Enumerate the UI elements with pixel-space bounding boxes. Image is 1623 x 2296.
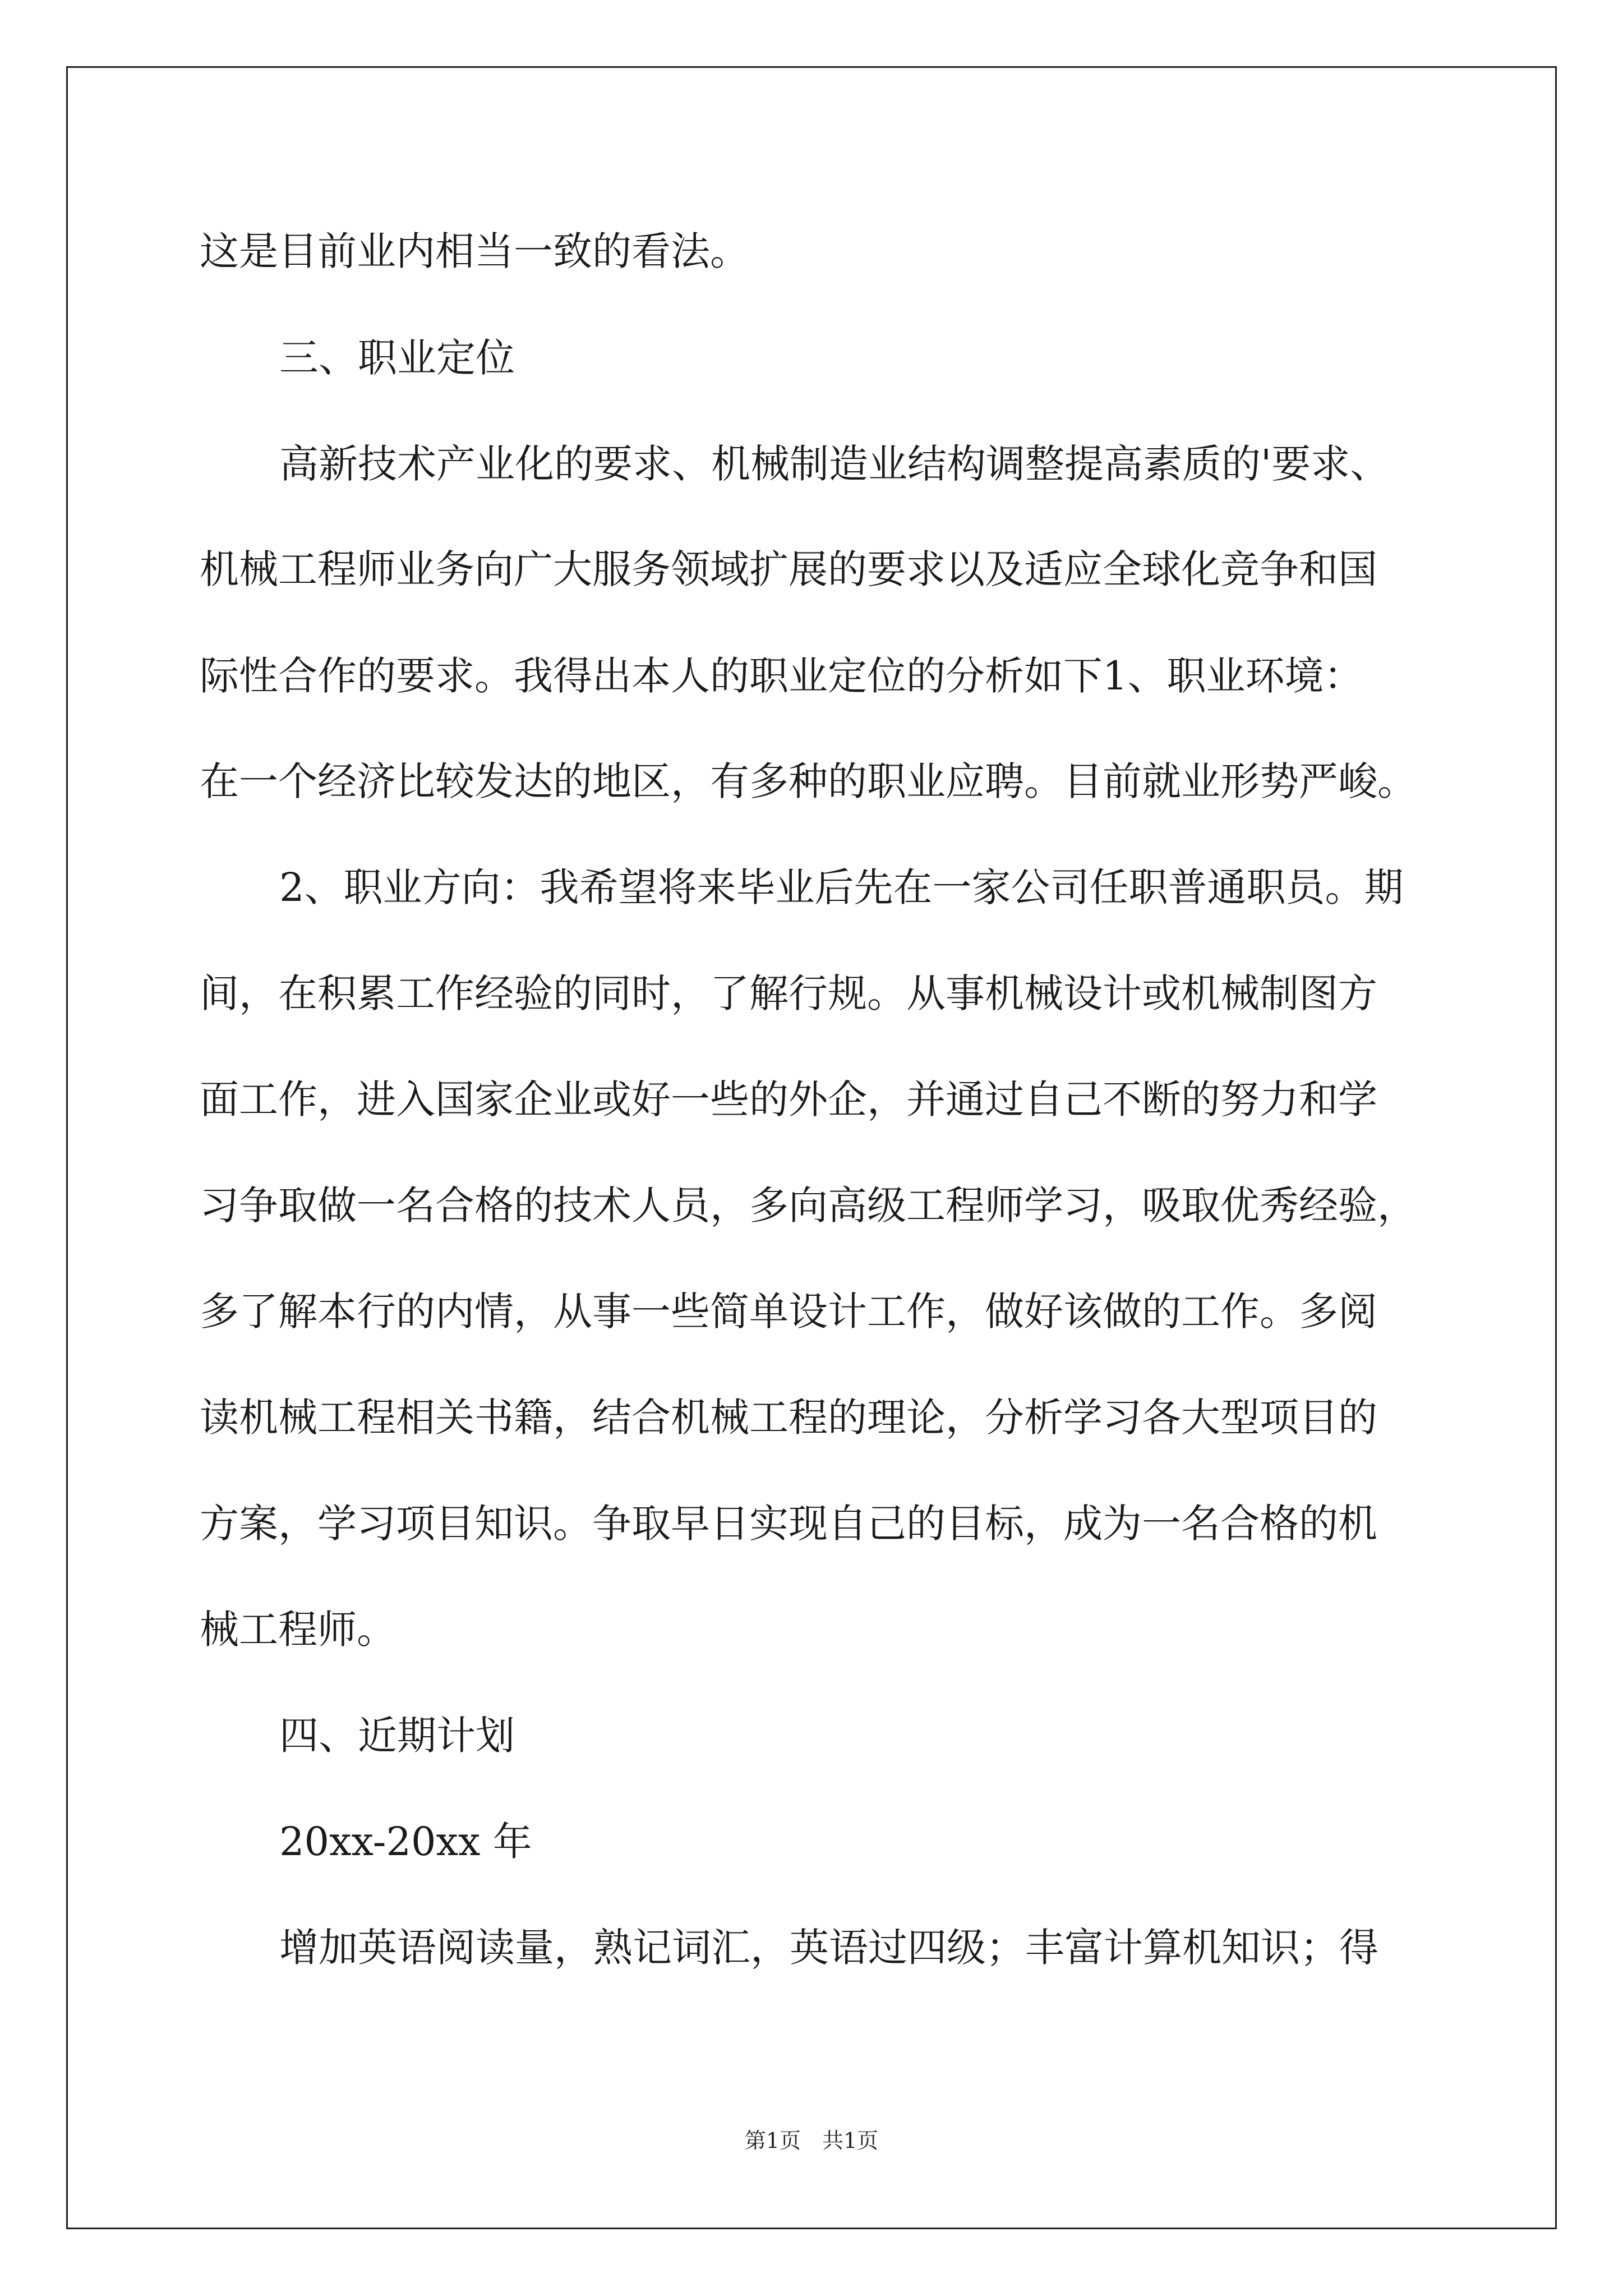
text-line: 多了解本行的内情，从事一些简单设计工作，做好该做的工作。多阅 bbox=[200, 1289, 1377, 1335]
text-line: 2、职业方向：我希望将来毕业后先在一家公司任职普通职员。期 bbox=[279, 864, 1404, 910]
page-footer: 第1页 共1页 bbox=[744, 2128, 879, 2153]
text-line: 这是目前业内相当一致的看法。 bbox=[200, 228, 749, 274]
year-range: 20xx-20xx 年 bbox=[279, 1819, 532, 1865]
text-line: 高新技术产业化的要求、机械制造业结构调整提高素质的'要求、 bbox=[279, 441, 1390, 487]
page-border bbox=[66, 66, 1557, 2229]
text-line: 读机械工程相关书籍，结合机械工程的理论，分析学习各大型项目的 bbox=[200, 1395, 1377, 1441]
text-line: 增加英语阅读量，熟记词汇，英语过四级；丰富计算机知识；得 bbox=[279, 1925, 1378, 1971]
text-line: 习争取做一名合格的技术人员，多向高级工程师学习，吸取优秀经验， bbox=[200, 1182, 1417, 1228]
text-line: 际性合作的要求。我得出本人的职业定位的分析如下1、职业环境： bbox=[200, 653, 1363, 699]
text-line: 机械工程师业务向广大服务领域扩展的要求以及适应全球化竞争和国 bbox=[200, 546, 1377, 592]
section-heading: 四、近期计划 bbox=[279, 1713, 515, 1759]
text-line: 面工作，进入国家企业或好一些的外企，并通过自己不断的努力和学 bbox=[200, 1076, 1377, 1122]
text-line: 间，在积累工作经验的同时，了解行规。从事机械设计或机械制图方 bbox=[200, 970, 1377, 1016]
text-line: 方案，学习项目知识。争取早日实现自己的目标，成为一名合格的机 bbox=[200, 1501, 1377, 1547]
section-heading: 三、职业定位 bbox=[279, 335, 515, 381]
text-line: 在一个经济比较发达的地区，有多种的职业应聘。目前就业形势严峻。 bbox=[200, 758, 1417, 804]
text-line: 械工程师。 bbox=[200, 1607, 396, 1653]
